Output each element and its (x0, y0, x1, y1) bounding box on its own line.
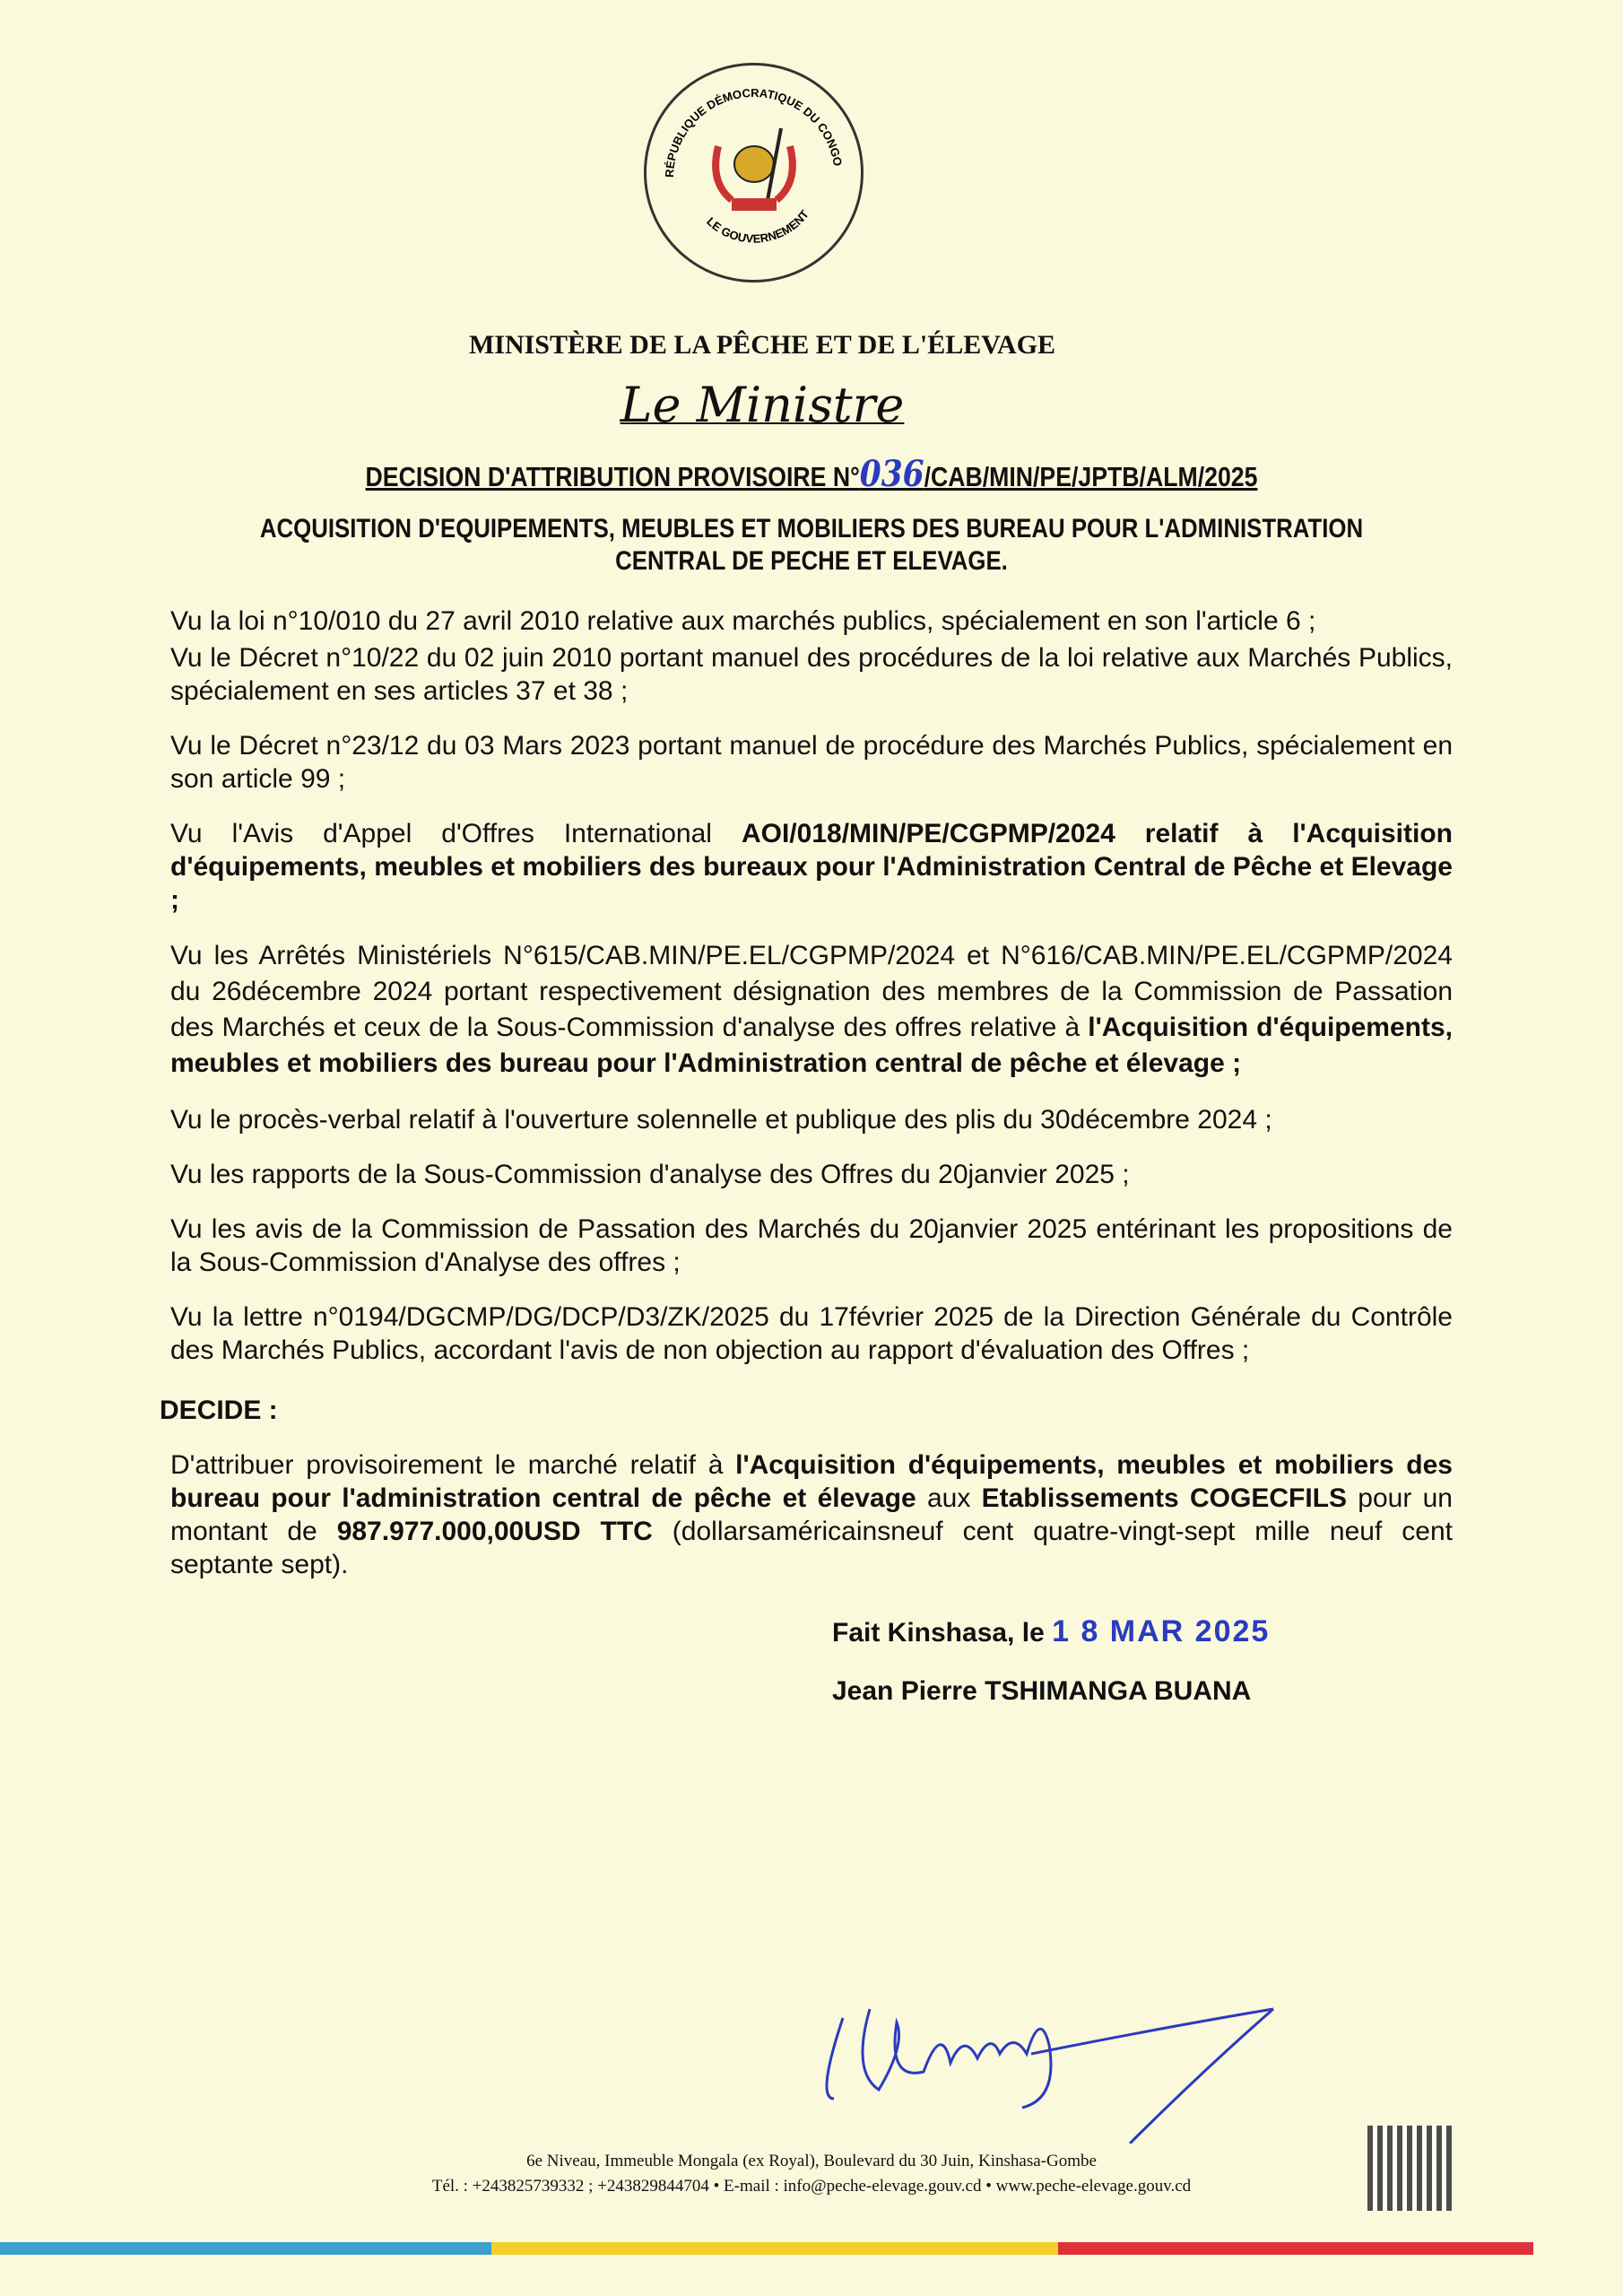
signatory-name: Jean Pierre TSHIMANGA BUANA (832, 1676, 1252, 1706)
paragraph-loi: Vu la loi n°10/010 du 27 avril 2010 relative aux marchés publics, spécialement en son l'article 6 ; (170, 606, 1316, 636)
awardee: Etablissements COGECFILS (981, 1483, 1347, 1513)
paragraph-decret-2023: Vu le Décret n°23/12 du 03 Mars 2023 portant manuel de procédure des Marchés Publics, spécialement en son article 99 ; (170, 731, 1453, 794)
decision-suffix: /CAB/MIN/PE/JPTB/ALM/2025 (924, 461, 1258, 492)
minister-heading: Le Ministre (620, 377, 905, 433)
qr-code (1367, 2126, 1453, 2211)
government-seal (644, 63, 864, 283)
ministry-title: MINISTÈRE DE LA PÊCHE ET DE L'ÉLEVAGE (468, 330, 1056, 360)
paragraph-lettre: Vu la lettre n°0194/DGCMP/DG/DCP/D3/ZK/2025 du 17février 2025 de la Direction Générale du Contrôle des Marchés Publics, accordant l'avis de non objection au rapport d'évaluation des Offres ; (170, 1302, 1453, 1365)
text: pour un montant de (170, 1483, 1453, 1546)
text: Vu l'Avis d'Appel d'Offres International (170, 819, 742, 848)
amount: 987.977.000,00USD TTC (336, 1517, 653, 1546)
paragraph-decision (170, 1448, 1453, 1581)
footer-address: 6e Niveau, Immeuble Mongala (ex Royal), Boulevard du 30 Juin, Kinshasa-Gombe (526, 2152, 1097, 2170)
flag-stripe-red (1058, 2242, 1533, 2255)
paragraph-pv: Vu le procès-verbal relatif à l'ouverture solennelle et publique des plis du 30décembre 2024 ; (170, 1105, 1272, 1135)
subject-line: ACQUISITION D'EQUIPEMENTS, MEUBLES ET MOBILIERS DES BUREAU POUR L'ADMINISTRATION (259, 514, 1364, 544)
text: D'attribuer provisoirement le marché relatif à (170, 1450, 736, 1480)
place-date (832, 1612, 1623, 1653)
paragraph-decret-2010: Vu le Décret n°10/22 du 02 juin 2010 portant manuel des procédures de la loi relative aux Marchés Publics, spécialement en ses articles 37 et 38 ; (170, 643, 1453, 706)
decision-title (114, 455, 1510, 497)
decision-prefix: DECISION D'ATTRIBUTION PROVISOIRE N° (365, 461, 860, 492)
subject (114, 513, 1510, 578)
text: Vu les Arrêtés Ministériels N°615/CAB.MIN/PE.EL/CGPMP/2024 et N°616/CAB.MIN/PE.EL/CGPMP/2024 du 26décembre 2024 portant respectivement désignation des membres de la Commission de Passation des Marchés et ceux de la Sous-Commission d'analyse des offres relative à (170, 941, 1453, 1042)
paragraph-rapports: Vu les rapports de la Sous-Commission d'analyse des Offres du 20janvier 2025 ; (170, 1160, 1130, 1189)
decision-number: 036 (859, 453, 924, 495)
paragraph-avis-commission: Vu les avis de la Commission de Passation des Marchés du 20janvier 2025 entérinant les propositions de la Sous-Commission d'Analyse des offres ; (170, 1214, 1453, 1277)
subject-line: CENTRAL DE PECHE ET ELEVAGE. (615, 546, 1008, 576)
flag-stripe-yellow (491, 2242, 1058, 2255)
svg-text:RÉPUBLIQUE DÉMOCRATIQUE DU CON: RÉPUBLIQUE DÉMOCRATIQUE DU CONGO (662, 85, 846, 178)
text-bold: l'Acquisition d'équipements, meubles et mobiliers des bureau pour l'Administration central de pêche et élevage ; (170, 1013, 1454, 1078)
svg-text:LE GOUVERNEMENT: LE GOUVERNEMENT (704, 207, 812, 246)
document-body (0, 327, 1623, 1708)
date-stamp: 1 8 MAR 2025 (1052, 1614, 1271, 1648)
paragraph-arretes (170, 938, 1453, 1082)
text-bold: l'Acquisition d'équipements, meubles et mobiliers des bureau pour l'administration central de pêche et élevage (170, 1450, 1453, 1513)
flag-stripe-blue (0, 2242, 491, 2255)
handwritten-signature (807, 1982, 1309, 2144)
paragraph-avis-appel (170, 817, 1453, 917)
text-bold: AOI/018/MIN/PE/CGPMP/2024 relatif à l'Acquisition d'équipements, meubles et mobiliers des bureaux pour l'Administration Central de Pêche et Elevage ; (170, 819, 1453, 915)
text: aux (916, 1483, 982, 1513)
text: (dollarsaméricainsneuf cent quatre-vingt-sept mille neuf cent septante sept). (170, 1517, 1453, 1579)
place: Fait Kinshasa, le (832, 1618, 1053, 1648)
decide-label: DECIDE : (160, 1396, 278, 1425)
footer-contact: Tél. : +243825739332 ; +243829844704 • E-mail : info@peche-elevage.gouv.cd • www.peche-elevage.gouv.cd (431, 2177, 1192, 2196)
